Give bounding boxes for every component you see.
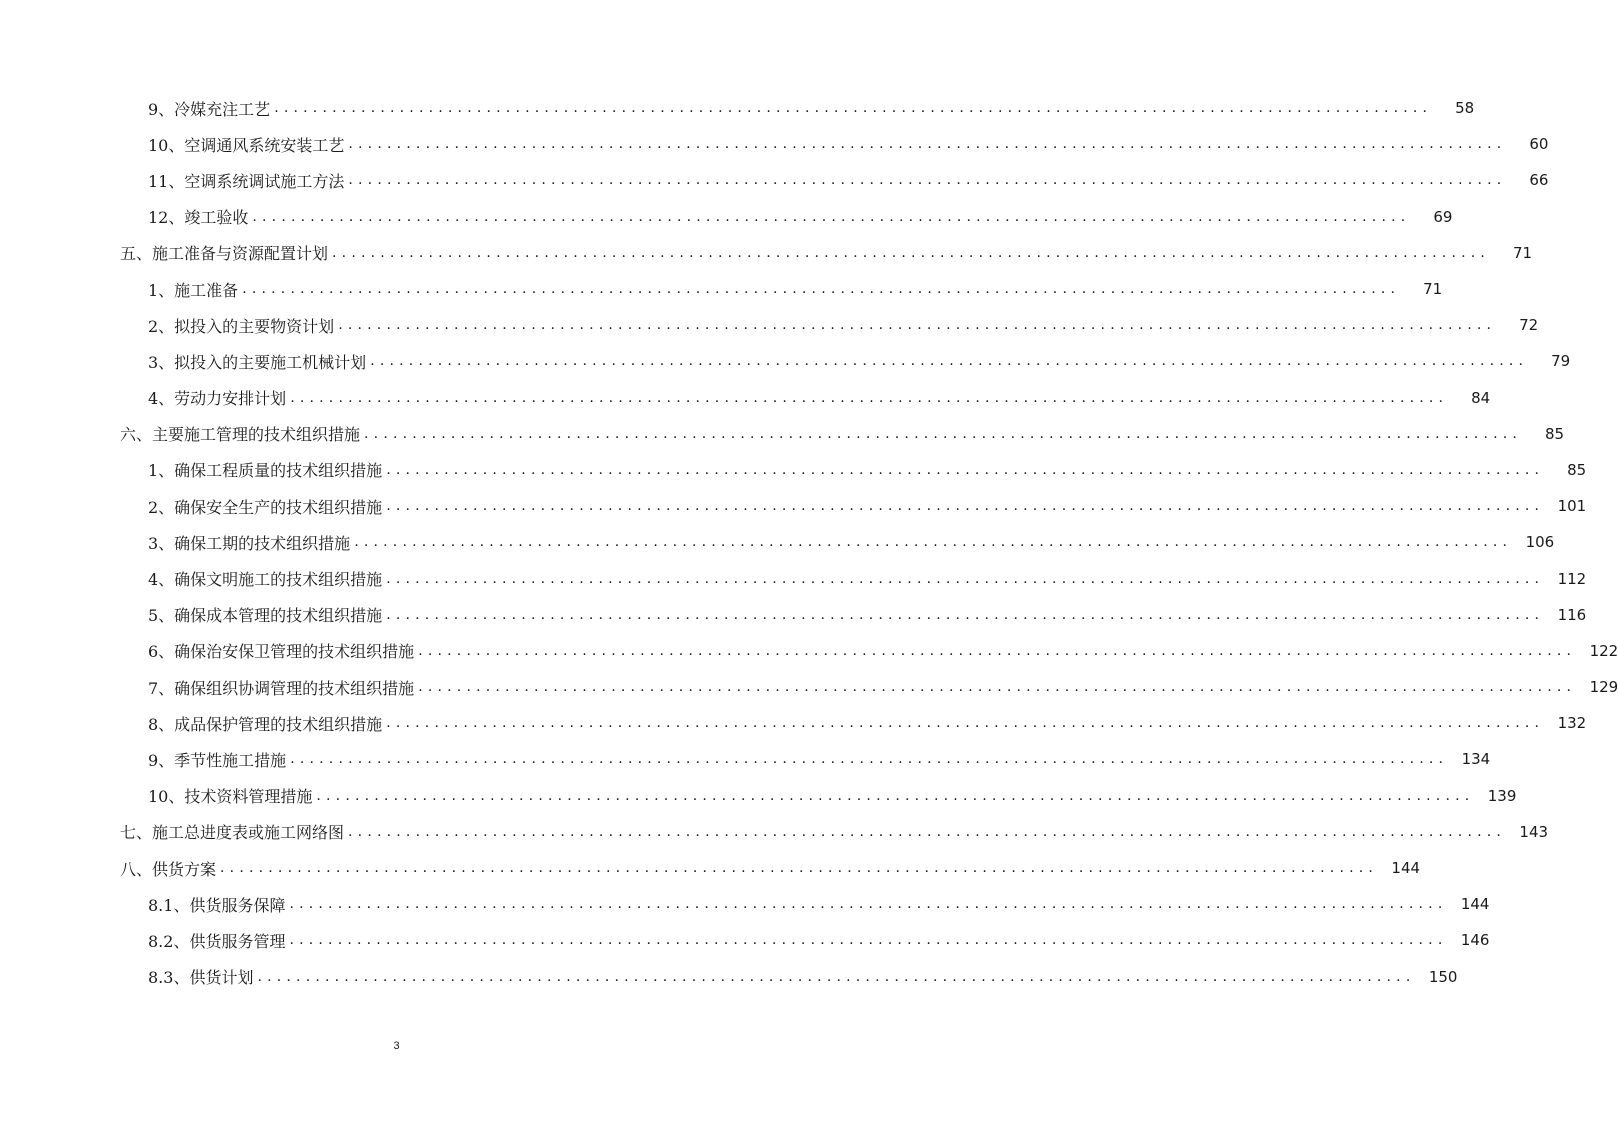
toc-entry-title: 10、技术资料管理措施 bbox=[148, 787, 313, 807]
toc-entry-title: 4、劳动力安排计划 bbox=[148, 389, 287, 409]
toc-entry[interactable] bbox=[0, 90, 1475, 126]
toc-dot-leader: ........................................................................................................................ bbox=[386, 715, 1545, 732]
toc-entry-page: 144 bbox=[1391, 859, 1421, 878]
toc-entry[interactable] bbox=[0, 271, 1443, 307]
toc-entry-title: 2、确保安全生产的技术组织措施 bbox=[148, 497, 383, 517]
toc-entry[interactable] bbox=[0, 126, 1549, 162]
toc-dot-leader: ........................................................................................................................ bbox=[338, 317, 1497, 334]
toc-entry-page: 146 bbox=[1460, 931, 1490, 950]
toc-entry-page: 116 bbox=[1557, 605, 1587, 624]
toc-entry[interactable] bbox=[0, 814, 1549, 850]
toc-entry-title: 8、成品保护管理的技术组织措施 bbox=[148, 714, 383, 734]
toc-dot-leader: ........................................................................................................................ bbox=[348, 136, 1507, 153]
page-number: 3 bbox=[393, 1040, 400, 1052]
toc-entry-page: 72 bbox=[1519, 316, 1539, 335]
toc-dot-leader: ........................................................................................................................ bbox=[364, 425, 1523, 442]
toc-entry[interactable] bbox=[0, 416, 1565, 452]
toc-entry[interactable] bbox=[0, 886, 1490, 922]
toc-entry-title: 8.1、供货服务保障 bbox=[148, 895, 286, 915]
toc-entry-title: 七、施工总进度表或施工网络图 bbox=[120, 823, 345, 843]
toc-dot-leader: ........................................................................................................................ bbox=[354, 534, 1513, 551]
toc-entry[interactable] bbox=[0, 959, 1458, 995]
toc-dot-leader: ........................................................................................................................ bbox=[290, 751, 1449, 768]
toc-entry[interactable] bbox=[0, 633, 1618, 669]
toc-entry-page: 106 bbox=[1525, 533, 1555, 552]
toc-dot-leader: ........................................................................................................................ bbox=[257, 968, 1416, 985]
toc-entry-page: 143 bbox=[1519, 822, 1549, 841]
toc-entry[interactable] bbox=[0, 705, 1587, 741]
toc-entry[interactable] bbox=[0, 669, 1618, 705]
toc-entry-title: 八、供货方案 bbox=[120, 859, 217, 879]
toc-entry-page: 58 bbox=[1455, 99, 1475, 118]
toc-entry-page: 84 bbox=[1471, 388, 1491, 407]
toc-entry-page: 101 bbox=[1557, 497, 1587, 516]
toc-entry-title: 1、施工准备 bbox=[148, 280, 239, 300]
toc-entry-page: 60 bbox=[1529, 135, 1549, 154]
toc-entry-title: 9、季节性施工措施 bbox=[148, 750, 287, 770]
toc-entry-title: 1、确保工程质量的技术组织措施 bbox=[148, 461, 383, 481]
toc-dot-leader: ........................................................................................................................ bbox=[386, 570, 1545, 587]
toc-entry-page: 122 bbox=[1589, 641, 1618, 660]
toc-entry-title: 3、拟投入的主要施工机械计划 bbox=[148, 352, 367, 372]
toc-entry[interactable] bbox=[0, 560, 1587, 596]
toc-entry-title: 7、确保组织协调管理的技术组织措施 bbox=[148, 678, 415, 698]
toc-entry[interactable] bbox=[0, 488, 1587, 524]
toc-entry[interactable] bbox=[0, 922, 1490, 958]
toc-entry[interactable] bbox=[0, 343, 1571, 379]
toc-dot-leader: ........................................................................................................................ bbox=[316, 787, 1475, 804]
toc-entry[interactable] bbox=[0, 199, 1453, 235]
toc-entry-title: 8.2、供货服务管理 bbox=[148, 931, 286, 951]
toc-entry-title: 五、施工准备与资源配置计划 bbox=[120, 244, 329, 264]
toc-entry-page: 139 bbox=[1487, 786, 1517, 805]
toc-entry-title: 10、空调通风系统安装工艺 bbox=[148, 135, 345, 155]
toc-entry[interactable] bbox=[0, 307, 1539, 343]
toc-entry-page: 71 bbox=[1512, 243, 1533, 262]
toc-entry-title: 5、确保成本管理的技术组织措施 bbox=[148, 606, 383, 626]
toc-entry-title: 12、竣工验收 bbox=[148, 208, 249, 228]
toc-entry[interactable] bbox=[0, 162, 1549, 198]
toc-entry[interactable] bbox=[0, 452, 1587, 488]
toc-entry-page: 66 bbox=[1529, 171, 1549, 190]
toc-entry-page: 144 bbox=[1460, 895, 1490, 914]
toc-dot-leader: ........................................................................................................................ bbox=[348, 172, 1507, 189]
toc-entry[interactable] bbox=[0, 850, 1421, 886]
toc-dot-leader: ........................................................................................................................ bbox=[242, 281, 1401, 298]
toc-entry-page: 112 bbox=[1557, 569, 1587, 588]
toc-dot-leader: ........................................................................................................................ bbox=[274, 100, 1433, 117]
toc-entry-title: 11、空调系统调试施工方法 bbox=[148, 171, 345, 191]
toc-entry-page: 129 bbox=[1589, 678, 1618, 697]
toc-dot-leader: ........................................................................................................................ bbox=[386, 461, 1545, 478]
toc-entry-title: 6、确保治安保卫管理的技术组织措施 bbox=[148, 642, 415, 662]
toc-dot-leader: ........................................................................................................................ bbox=[370, 353, 1529, 370]
toc-entry[interactable] bbox=[0, 235, 1533, 271]
toc-entry-page: 132 bbox=[1557, 714, 1587, 733]
toc-dot-leader: ........................................................................................................................ bbox=[348, 823, 1507, 840]
toc-dot-leader: ........................................................................................................................ bbox=[332, 244, 1491, 261]
toc-entry-page: 134 bbox=[1461, 750, 1491, 769]
toc-entry[interactable] bbox=[0, 741, 1491, 777]
toc-dot-leader: ........................................................................................................................ bbox=[418, 642, 1577, 659]
toc-dot-leader: ........................................................................................................................ bbox=[252, 208, 1411, 225]
toc-entry-page: 69 bbox=[1433, 207, 1453, 226]
toc-dot-leader: ........................................................................................................................ bbox=[220, 860, 1379, 877]
toc-entry-title: 2、拟投入的主要物资计划 bbox=[148, 316, 335, 336]
toc-dot-leader: ........................................................................................................................ bbox=[418, 679, 1577, 696]
toc-entry-page: 85 bbox=[1544, 424, 1565, 443]
toc-entry-title: 3、确保工期的技术组织措施 bbox=[148, 533, 351, 553]
toc-entry[interactable] bbox=[0, 380, 1491, 416]
toc-dot-leader: ........................................................................................................................ bbox=[290, 389, 1449, 406]
toc-entry[interactable] bbox=[0, 597, 1587, 633]
table-of-contents bbox=[0, 90, 1618, 995]
toc-dot-leader: ........................................................................................................................ bbox=[386, 606, 1545, 623]
toc-entry-page: 150 bbox=[1428, 967, 1458, 986]
toc-dot-leader: ........................................................................................................................ bbox=[386, 498, 1545, 515]
toc-dot-leader: ........................................................................................................................ bbox=[289, 896, 1448, 913]
toc-entry-title: 六、主要施工管理的技术组织措施 bbox=[120, 425, 361, 445]
toc-entry[interactable] bbox=[0, 778, 1517, 814]
toc-entry-title: 8.3、供货计划 bbox=[148, 968, 254, 988]
toc-entry-page: 85 bbox=[1567, 460, 1587, 479]
toc-dot-leader: ........................................................................................................................ bbox=[289, 932, 1448, 949]
toc-entry[interactable] bbox=[0, 524, 1555, 560]
toc-entry-page: 79 bbox=[1551, 352, 1571, 371]
toc-entry-title: 4、确保文明施工的技术组织措施 bbox=[148, 570, 383, 590]
toc-entry-page: 71 bbox=[1423, 280, 1443, 299]
toc-entry-title: 9、冷媒充注工艺 bbox=[148, 99, 271, 119]
